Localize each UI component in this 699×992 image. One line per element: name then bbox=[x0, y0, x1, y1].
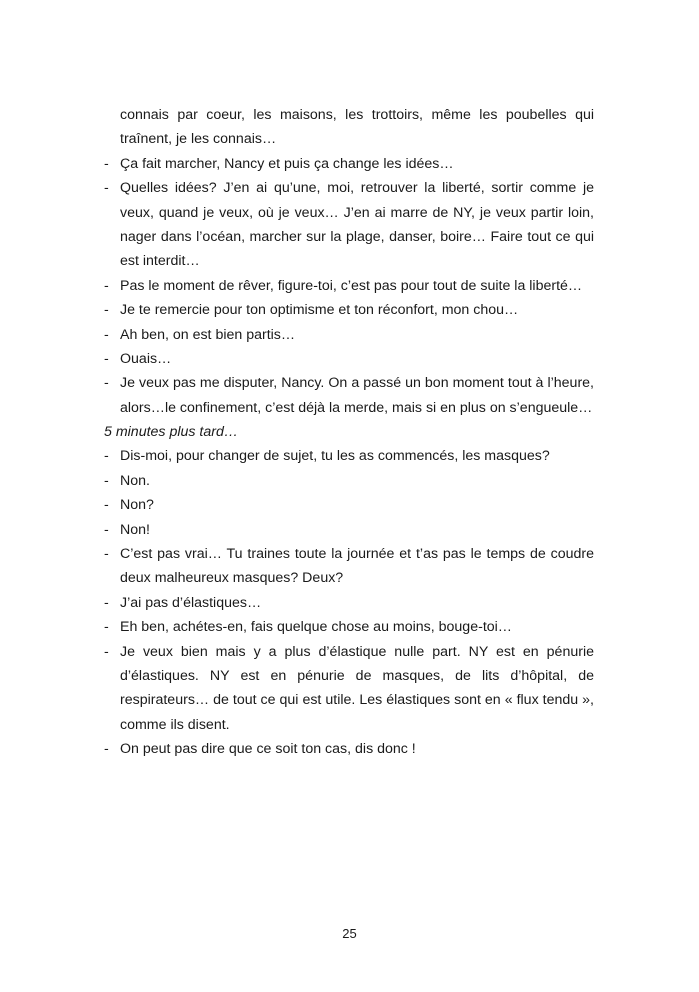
text-line: veux, quand je veux, où je veux… J’en ai marre de NY, je veux partir loin, bbox=[120, 204, 594, 221]
dialogue-dash: - bbox=[104, 180, 109, 197]
dialogue-text: Je veux bien mais y a plus d’élastique nulle part. NY est en pénurie bbox=[120, 643, 594, 660]
dialogue-line bbox=[104, 640, 594, 664]
dialogue-text: Je veux pas me disputer, Nancy. On a passé un bon moment tout à l’heure, bbox=[120, 375, 594, 392]
dialogue-dash: - bbox=[104, 302, 109, 319]
dialogue-text: Quelles idées? J’en ai qu’une, moi, retrouver la liberté, sortir comme je bbox=[120, 180, 594, 197]
dialogue-line bbox=[104, 591, 594, 615]
dialogue-text: J’ai pas d’élastiques… bbox=[120, 594, 262, 611]
dialogue-text: Dis-moi, pour changer de sujet, tu les as commencés, les masques? bbox=[120, 448, 550, 465]
dialogue-line bbox=[104, 347, 594, 371]
dialogue-line bbox=[104, 176, 594, 200]
dialogue-dash: - bbox=[104, 277, 109, 294]
dialogue-dash: - bbox=[104, 448, 109, 465]
dialogue-text: Ouais… bbox=[120, 350, 172, 367]
dialogue-line bbox=[104, 469, 594, 493]
text-line: comme ils disent. bbox=[120, 716, 230, 733]
dialogue-dash: - bbox=[104, 521, 109, 538]
dialogue-dash: - bbox=[104, 375, 109, 392]
dialogue-line bbox=[104, 518, 594, 542]
text-line: nager dans l’océan, marcher sur la plage, danser, boire… Faire tout ce qui bbox=[120, 228, 594, 245]
dialogue-text: Ça fait marcher, Nancy et puis ça change les idées… bbox=[120, 155, 454, 172]
dialogue-text: Ah ben, on est bien partis… bbox=[120, 326, 296, 343]
text-line: respirateurs… de tout ce qui est utile. Les élastiques sont en « flux tendu », bbox=[120, 692, 594, 709]
dialogue-line bbox=[104, 542, 594, 566]
dialogue-text: On peut pas dire que ce soit ton cas, dis donc ! bbox=[120, 741, 416, 758]
dialogue-line bbox=[104, 274, 594, 298]
scene-break: 5 minutes plus tard… bbox=[104, 424, 239, 441]
dialogue-line bbox=[104, 737, 594, 761]
text-line: est interdit… bbox=[120, 253, 200, 270]
dialogue-line bbox=[104, 615, 594, 639]
dialogue-text: Pas le moment de rêver, figure-toi, c’est pas pour tout de suite la liberté… bbox=[120, 277, 583, 294]
dialogue-dash: - bbox=[104, 326, 109, 343]
dialogue-line bbox=[104, 152, 594, 176]
dialogue-dash: - bbox=[104, 497, 109, 514]
text-line: deux malheureux masques? Deux? bbox=[120, 570, 344, 587]
dialogue-dash: - bbox=[104, 350, 109, 367]
dialogue-text: Je te remercie pour ton optimisme et ton réconfort, mon chou… bbox=[120, 302, 519, 319]
text-line: d’élastiques. NY est en pénurie de masques, de lits d’hôpital, de bbox=[120, 667, 594, 684]
dialogue-dash: - bbox=[104, 643, 109, 660]
dialogue-dash: - bbox=[104, 472, 109, 489]
page-number: 25 bbox=[342, 926, 357, 941]
dialogue-text: Non. bbox=[120, 472, 150, 489]
dialogue-text: Non? bbox=[120, 497, 154, 514]
dialogue-dash: - bbox=[104, 546, 109, 563]
dialogue-line bbox=[104, 298, 594, 322]
dialogue-line bbox=[104, 444, 594, 468]
dialogue-dash: - bbox=[104, 594, 109, 611]
dialogue-text: C’est pas vrai… Tu traines toute la journée et t’as pas le temps de coudre bbox=[120, 546, 594, 563]
dialogue-line bbox=[104, 493, 594, 517]
dialogue-dash: - bbox=[104, 155, 109, 172]
dialogue-line bbox=[104, 323, 594, 347]
dialogue-text: Non! bbox=[120, 521, 150, 538]
text-line: alors…le confinement, c’est déjà la merde, mais si en plus on s’engueule… bbox=[120, 399, 593, 416]
text-line: connais par coeur, les maisons, les trottoirs, même les poubelles qui bbox=[120, 107, 594, 123]
dialogue-dash: - bbox=[104, 741, 109, 758]
text-line: traînent, je les connais… bbox=[120, 131, 277, 148]
text-body bbox=[104, 103, 594, 762]
dialogue-line bbox=[104, 371, 594, 395]
dialogue-text: Eh ben, achétes-en, fais quelque chose au moins, bouge-toi… bbox=[120, 619, 512, 636]
dialogue-dash: - bbox=[104, 619, 109, 636]
